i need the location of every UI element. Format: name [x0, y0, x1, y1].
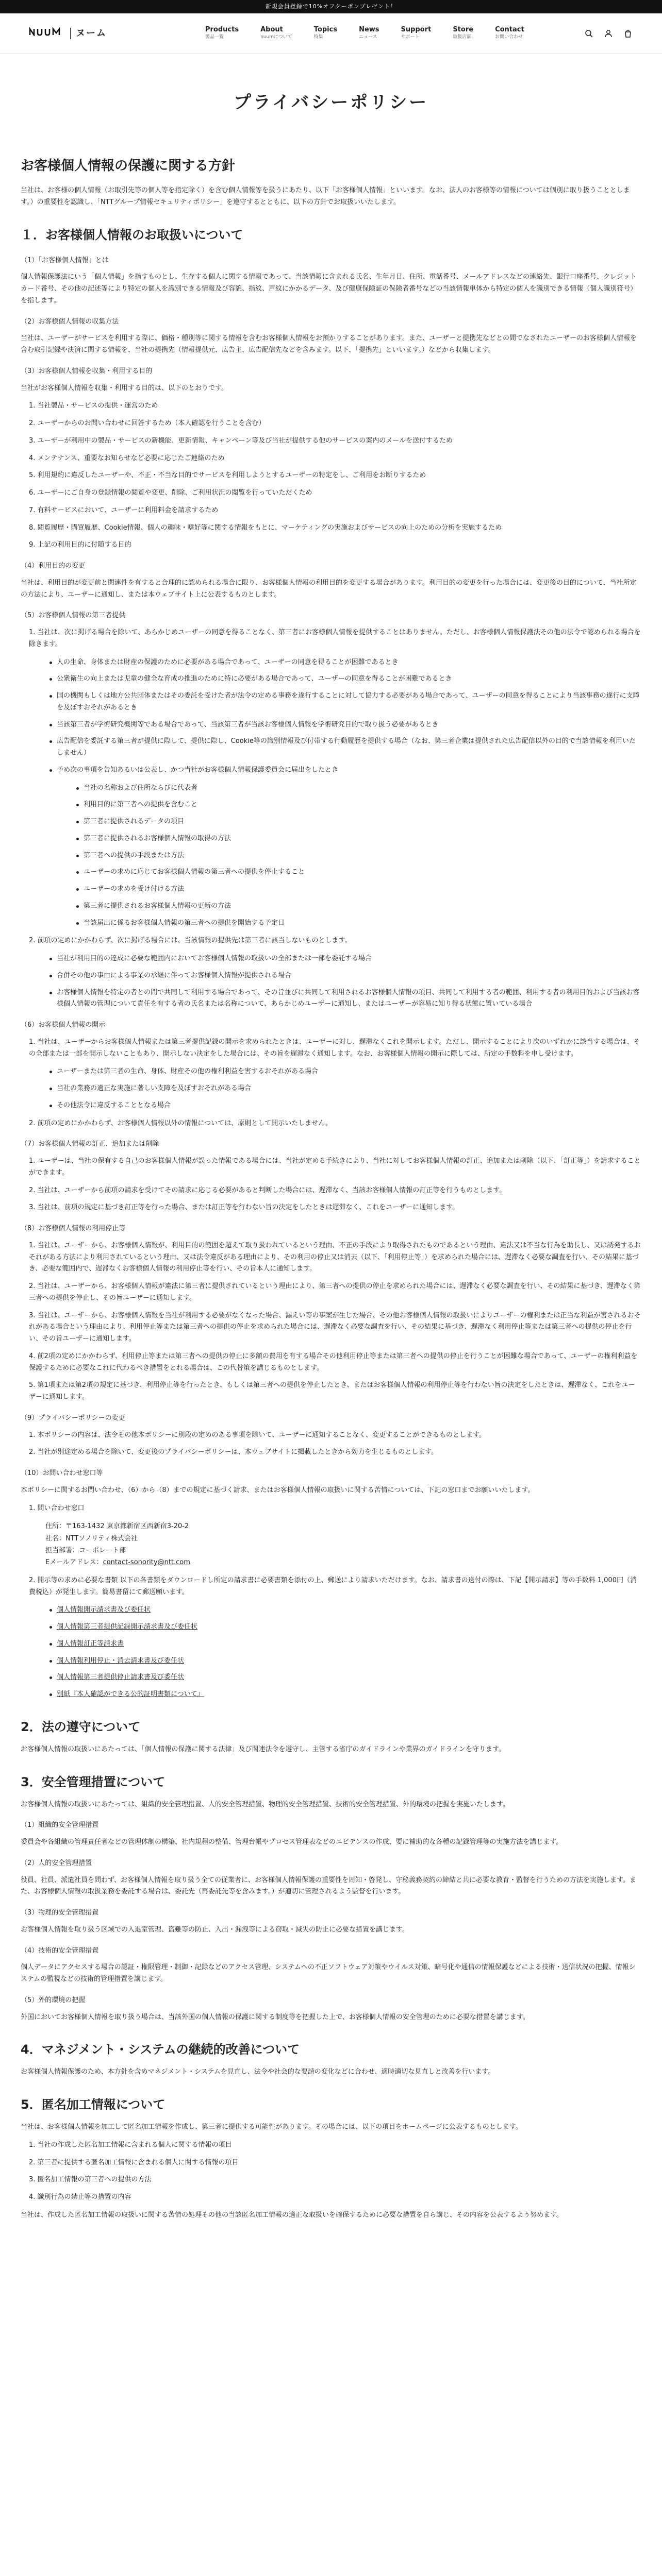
paragraph: お客様個人情報の取扱いにあたっては、「個人情報の保護に関する法律」及び関連法令を遵守し、主管する省庁のガイドラインや業界のガイドラインを守ります。	[21, 1745, 505, 1753]
list-item: その他法令に違反することとなる場合	[49, 1100, 641, 1112]
paragraph: 役員、社員、派遣社員を問わず、お客様個人情報を取り扱う全ての従業者に、お客様個人情報保護の重要性を周知・啓発し、守秘義務契約の締結と共に必要な教育・監督を行うための方法を実施します。また、お客様個人情報の取扱業務を委託する場合は、委託先（再委託先等を含みます。）が適切に管理されるよう監督を行います。	[21, 1876, 636, 1896]
list-item: 2. 当社は、ユーザーから前項の請求を受けてその請求に応じる必要があると判断した場合には、遅滞なく、当該お客様個人情報の訂正等を行うものとします。	[29, 1186, 506, 1194]
section-1-heading: １．お客様個人情報のお取扱いについて	[21, 227, 243, 242]
list-item: 3. ユーザーが利用中の製品・サービスの新機能、更新情報、キャンペーン等及び当社が提供する他のサービスの案内のメールを送付するため	[29, 436, 453, 445]
list-item: 6. ユーザーにご自身の登録情報の閲覧や変更、削除、ご利用状況の閲覧を行っていただくため	[29, 489, 312, 497]
bullet-list	[49, 657, 641, 776]
subsection-1-2: （2）お客様個人情報の収集方法	[21, 317, 119, 326]
subsection-3-1: （1）組織的安全管理措置	[21, 1821, 99, 1829]
list-item: 人の生命、身体または財産の保護のために必要がある場合であって、ユーザーの同意を得ることが困難であるとき	[49, 657, 641, 669]
paragraph: 外国においてお客様個人情報を取り扱う場合は、当該外国の個人情報の保護に関する制度等を把握した上で、お客様個人情報の安全管理のために必要な措置を講じます。	[21, 2013, 529, 2021]
paragraph: 2. 前項の定めにかかわらず、お客様個人情報以外の情報については、原則として開示いたしません。	[29, 1119, 333, 1127]
list-item	[49, 1638, 641, 1650]
list-item: ユーザーまたは第三者の生命、身体、財産その他の権利利益を害するおそれがある場合	[49, 1066, 641, 1078]
list-item: 当社の名称および住所ならびに代表者	[76, 783, 641, 794]
header-icons	[584, 28, 633, 39]
address-line: 担当部署：コーポレート部	[45, 1547, 126, 1555]
form-link[interactable]: 個人情報第三者提供記録開示請求書及び委任状	[57, 1623, 198, 1631]
list-item: 1. 当社は、ユーザーから、お客様個人情報が、利用目的の範囲を超えて取り扱われているという理由、不正の手段により取得されたものであるという理由、違法又は不当な行為を助長し、又は誘発するおそれがある方法により利用されているという理由、又は法令違反がある理由により、その利用の停止又は消去（以下、「利用停止等」）を求められた場合には、遅滞なく必要な調査を行い、その結果に基づき、必要な範囲内で、遅滞なくお客様個人情報の利用停止等を行い、その旨本人に通知します。	[29, 1241, 641, 1273]
list-item: 5. 利用規約に違反したユーザーや、不正・不当な目的でサービスを利用しようとするユーザーの特定をし、ご利用をお断りするため	[29, 471, 426, 480]
list-item: 当社の業務の適正な実施に著しい支障を及ぼすおそれがある場合	[49, 1083, 641, 1095]
address-line: 社名：NTTソノリティ株式会社	[45, 1534, 138, 1543]
list-item: 8. 閲覧履歴・購買履歴、Cookie情報、個人の趣味・嗜好等に関する情報をもとに、マーケティングの実施およびサービスの向上のための分析を実施するため	[29, 523, 502, 532]
paragraph: 当社は、ユーザーがサービスを利用する際に、価格・種別等に関する情報を含むお客様個人情報をお預かりすることがあります。また、ユーザーと提携先などとの間でなされたユーザーのお客様個人情報を含む取引記録や決済に関する情報を、当社の提携先（情報提供元、広告主、広告配信先などを含みます。以下、「提携先」といいます。）などから収集します。	[21, 334, 637, 354]
list-item: 3. 当社は、前項の規定に基づき訂正等を行った場合、または訂正等を行わない旨の決定をしたときは遅滞なく、これをユーザーに通知します。	[29, 1204, 459, 1212]
paragraph: 当社がお客様個人情報を収集・利用する目的は、以下のとおりです。	[21, 384, 228, 392]
list-item: ユーザーの求めを受け付ける方法	[76, 884, 641, 895]
nav-support[interactable]: Support サポート	[401, 26, 432, 40]
bullet-list	[49, 1066, 641, 1111]
logo-divider	[70, 28, 71, 39]
logo-mark-icon	[29, 23, 65, 43]
logo-kana: ヌーム	[76, 27, 107, 39]
section-4-heading: 4．マネジメント・システムの継続的改善について	[21, 2042, 300, 2057]
list-item: 1. 本ポリシーの内容は、法令その他本ポリシーに別段の定めのある事項を除いて、ユーザーに通知することなく、変更することができるものとします。	[29, 1431, 486, 1439]
subsection-3-2: （2）人的安全管理措置	[21, 1859, 92, 1867]
paragraph: 2. 前項の定めにかかわらず、次に掲げる場合には、当該情報の提供先は第三者に該当しないものとします。	[29, 937, 352, 945]
address-line: 住所：〒163-1432 東京都新宿区西新宿3-20-2	[45, 1522, 189, 1531]
form-link[interactable]: 個人情報第三者提供停止請求書及び委任状	[57, 1673, 185, 1682]
bullet-list	[49, 953, 641, 1010]
list-item: 広告配信を委託する第三者が提供に際して、提供に際し、Cookie等の識別情報及び付帯する行動履歴を提供する場合（なお、第三者企業は提供された広告配信以外の目的で当該情報を利用いたしません）	[49, 736, 641, 759]
subsection-3-3: （3）物理的安全管理措置	[21, 1909, 99, 1917]
list-item	[49, 1655, 641, 1667]
numbered-list	[29, 1240, 641, 1403]
list-item: 当該第三者が学術研究機関等である場合であって、当該第三者が当該お客様個人情報を学術研究目的で取り扱う必要があるとき	[49, 719, 641, 731]
main-nav	[205, 26, 584, 41]
list-item: 第三者に提供されるお客様個人情報の取得の方法	[76, 833, 641, 845]
paragraph: 個人データにアクセスする場合の認証・権限管理・制御・記録などのアクセス管理、システムへの不正ソフトウェア対策やウイルス対策、暗号化や通信の情報保護などによる技術・送信状況の把握、情報システムの監視などの技術的管理措置を講じます。	[21, 1963, 636, 1984]
list-item: 2. 当社は、ユーザーから、お客様個人情報が違法に第三者に提供されているという理由により、第三者への提供の停止を求められた場合には、遅滞なく必要な調査を行い、その結果に基づき、遅滞なく第三者への提供を停止し、その旨ユーザーに通知します。	[29, 1282, 641, 1302]
list-item: 2. 当社が別途定める場合を除いて、変更後のプライバシーポリシーは、本ウェブサイトに掲載したときから効力を生じるものとします。	[29, 1448, 438, 1456]
page-title: プライバシーポリシー	[233, 92, 429, 113]
paragraph: 当社は、利用目的が変更前と関連性を有すると合理的に認められる場合に限り、お客様個人情報の利用目的を変更する場合があります。利用目的の変更を行った場合には、変更後の目的について、当社所定の方法により、ユーザーに通知し、または本ウェブサイト上に公表するものとします。	[21, 579, 637, 599]
list-item: 当社が利用目的の達成に必要な範囲内においてお客様個人情報の取扱いの全部または一部を委託する場合	[49, 953, 641, 965]
bullet-sublist	[76, 783, 641, 929]
list-item: 4. 識別行為の禁止等の措置の内容	[29, 2193, 131, 2201]
nav-store[interactable]: Store 取扱店舗	[453, 26, 474, 40]
list-item: 国の機関もしくは地方公共団体またはその委託を受けた者が法令の定める事務を遂行することに対して協力する必要がある場合であって、ユーザーの同意を得ることにより当該事務の遂行に支障を及ぼすおそれがあるとき	[49, 690, 641, 714]
subsection-1-3: （3）お客様個人情報を収集・利用する目的	[21, 367, 153, 375]
subsection-3-5: （5）外的環境の把握	[21, 1996, 86, 2004]
list-item: 利用目的に第三者への提供を含むこと	[76, 799, 641, 811]
paragraph: 1. 問い合わせ窓口	[29, 1504, 85, 1512]
subsection-1-6: （6）お客様個人情報の開示	[21, 1021, 106, 1029]
numbered-list	[29, 1430, 641, 1459]
form-link[interactable]: 別紙『本人確認ができる公的証明書類について』	[57, 1690, 204, 1699]
nav-topics[interactable]: Topics 特集	[313, 26, 338, 40]
list-item: 4. 前2項の定めにかかわらず、利用停止等または第三者への提供の停止に多額の費用を有する場合その他利用停止等または第三者への提供の停止を行うことが困難な場合であって、ユーザーの権利利益を保護するために必要なこれに代わるべき措置をとれる場合は、この代替策を講じるものとします。	[29, 1352, 638, 1372]
subsection-1-7: （7）お客様個人情報の訂正、追加または削除	[21, 1140, 159, 1148]
subsection-3-4: （4）技術的安全管理措置	[21, 1946, 99, 1955]
subsection-1-4: （4）利用目的の変更	[21, 562, 86, 570]
list-item: 3. 匿名加工情報の第三者への提供の方法	[29, 2176, 152, 2184]
policy-heading: お客様個人情報の保護に関する方針	[21, 158, 236, 174]
list-item: 4. メンテナンス、重要なお知らせなど必要に応じたご連絡のため	[29, 454, 225, 462]
list-item: お客様個人情報を特定の者との間で共同して利用する場合であって、その旨並びに共同して利用されるお客様個人情報の項目、共同して利用する者の範囲、利用する者の利用目的および当該お客様個人情報の管理について責任を有する者の氏名または名称について、あらかじめユーザーに通知し、またはユーザーが容易に知り得る状態に置いている場合	[49, 987, 641, 1011]
list-item: 公衆衛生の向上または児童の健全な育成の推進のために特に必要がある場合であって、ユーザーの同意を得ることが困難であるとき	[49, 673, 641, 685]
paragraph: 委員会や各組織の管理責任者などの管理体制の構築、社内規程の整備、管理台帳やプロセス管理表などのエビデンスの作成、要に補助的な各種の記録管理等の実施方法を講じます。	[21, 1838, 563, 1846]
paragraph: 当社は、お客様個人情報を加工して匿名加工情報を作成し、第三者に提供する可能性があります。その場合には、以下の項目をホームページに公表するものとします。	[21, 2123, 522, 2131]
list-item: 2. 第三者に提供する匿名加工情報に含まれる個人に関する情報の項目	[29, 2158, 239, 2166]
contact-address	[45, 1520, 641, 1569]
list-item: 当該届出に係るお客様個人情報の第三者への提供を開始する予定日	[76, 918, 641, 929]
subsection-1-9: （9）プライバシーポリシーの変更	[21, 1414, 125, 1422]
nav-news[interactable]: News ニュース	[359, 26, 379, 40]
paragraph: 1. 当社は、次に掲げる場合を除いて、あらかじめユーザーの同意を得ることなく、第三者にお客様個人情報を提供することはありません。ただし、お客様個人情報保護法その他の法令で認められる場合を除きます。	[29, 629, 641, 648]
paragraph: 本ポリシーに関するお問い合わせ、（6）から（8）までの規定に基づく請求、またはお客様個人情報の取扱いに関する苦情については、下記の窓口までお願いいたします。	[21, 1486, 535, 1494]
list-item	[49, 1689, 641, 1701]
site-header	[0, 13, 662, 54]
section-5-heading: 5．匿名加工情報について	[21, 2097, 166, 2112]
list-item: 3. 当社は、ユーザーから、お客様個人情報を当社が利用する必要がなくなった場合、漏えい等の事案が生じた場合、その他お客様個人情報の取扱いによりユーザーの権利または正当な利益が害されるおそれがある場合という理由により、利用停止等または第三者への提供の停止を求められた場合には、遅滞なく必要な調査を行い、その結果に基づき、遅滞なく利用停止等または第三者への提供の停止を行い、その旨ユーザーに通知します。	[29, 1311, 641, 1343]
list-item: 5. 第1項または第2項の規定に基づき、利用停止等を行ったとき、もしくは第三者への提供を停止したとき、またはお客様個人情報の利用停止等を行わない旨の決定をしたときは、遅滞なく、これをユーザーに通知します。	[29, 1381, 635, 1401]
list-item: 1. ユーザーは、当社の保有する自己のお客様個人情報が誤った情報である場合には、当社が定める手続きにより、当社に対してお客様個人情報の訂正、追加または削除（以下、「訂正等」）を請求することができます。	[29, 1157, 641, 1177]
form-download-list	[49, 1604, 641, 1701]
list-item: ユーザーの求めに応じてお客様個人情報の第三者への提供を停止すること	[76, 867, 641, 878]
paragraph: 個人情報保護法にいう「個人情報」を指すものとし、生存する個人に関する情報であって、当該情報に含まれる氏名、生年月日、住所、電話番号、メールアドレスなどの連絡先、銀行口座番号、クレジットカード番号、その他の記述等により特定の個人を識別できる情報及び容貌、指紋、声紋にかかるデータ、及び健康保険証の保険者番号などの当該情報単体から特定の個人を識別できる情報（個人識別符号）を指します。	[21, 273, 637, 304]
purpose-list	[29, 400, 641, 551]
form-link[interactable]: 個人情報開示請求書及び委任状	[57, 1606, 151, 1614]
list-item: 7. 有料サービスにおいて、ユーザーに利用料金を請求するため	[29, 506, 219, 514]
list-item: 予め次の事項を告知あるいは公表し、かつ当社がお客様個人情報保護委員会に届出をしたとき	[49, 765, 641, 776]
main-content	[21, 54, 641, 2222]
numbered-list	[29, 1156, 641, 1214]
numbered-list	[29, 2140, 641, 2204]
list-item: 1. 当社製品・サービスの提供・運営のため	[29, 402, 158, 410]
address-line: Eメールアドレス：contact-sonority@ntt.com	[45, 1558, 190, 1567]
paragraph: お客様個人情報保護のため、本方針を含めマネジメント・システムを見直し、法令や社会的な要請の変化などに合わせ、適時適切な見直しと改善を行います。	[21, 2068, 495, 2076]
section-3-heading: 3．安全管理措置について	[21, 1774, 166, 1789]
list-item: 第三者に提供されるデータの項目	[76, 816, 641, 828]
list-item	[49, 1672, 641, 1684]
promo-banner[interactable]: 新規会員登録で10%オフクーポンプレゼント！	[0, 0, 662, 13]
nav-products[interactable]: Products 製品一覧	[205, 26, 239, 40]
email-link[interactable]: contact-sonority@ntt.com	[103, 1558, 190, 1567]
subsection-1-5: （5）お客様個人情報の第三者提供	[21, 612, 126, 620]
list-item: 1. 当社の作成した匿名加工情報に含まれる個人に関する情報の項目	[29, 2141, 232, 2149]
list-item: 合併その他の事由による事業の承継に伴ってお客様個人情報が提供される場合	[49, 970, 641, 982]
subsection-1-8: （8）お客様個人情報の利用停止等	[21, 1225, 126, 1232]
paragraph: お客様個人情報を取り扱う区域での入退室管理、盗難等の防止、入出・漏洩等による窃取・減失の防止に必要な措置を講じます。	[21, 1925, 409, 1934]
list-item	[49, 1604, 641, 1616]
user-icon[interactable]	[603, 28, 614, 39]
paragraph: 1. 当社は、ユーザーからお客様個人情報または第三者提供記録の開示を求められたときは、ユーザーに対し、遅滞なくこれを開示します。ただし、開示することにより次のいずれかに該当する場合は、その全部または一部を開示しないこともあり、開示しない決定をした場合には、その旨を遅滞なく通知します。なお、お客様個人情報の開示に際しては、所定の手数料を申し受けます。	[29, 1038, 640, 1058]
logo[interactable]	[29, 23, 184, 43]
form-link[interactable]: 個人情報訂正等請求書	[57, 1639, 124, 1648]
list-item: 第三者に提供されるお客様個人情報の更新の方法	[76, 901, 641, 912]
subsection-1-10: （10）お問い合わせ窓口等	[21, 1469, 103, 1477]
paragraph: お客様個人情報の取扱いにあたっては、組織的安全管理措置、人的安全管理措置、物理的安全管理措置、技術的安全管理措置、外的環境の把握を実施いたします。	[21, 1800, 509, 1808]
form-link[interactable]: 個人情報利用停止・消去請求書及び委任状	[57, 1656, 185, 1665]
subsection-1-1: （1）「お客様個人情報」とは	[21, 256, 109, 264]
nav-about[interactable]: About nuumについて	[260, 26, 292, 40]
paragraph: 当社は、作成した匿名加工情報の取扱いに関する苦情の処理その他の当該匿名加工情報の適正な取扱いを確保するために必要な措置を自ら講じ、その内容を公表するよう努めます。	[21, 2211, 563, 2219]
list-item: 2. ユーザーからのお問い合わせに回答するため（本人確認を行うことを含む）	[29, 419, 266, 427]
policy-intro: 当社は、お客様の個人情報（お取引先等の個人等を指定除く）を含む個人情報等を扱うにあたり、以下「お客様個人情報」といいます。なお、法人のお客様等の情報については個別に取り扱うこととします。）の重要性を認識し、「NTTグループ情報セキュリティポリシー」を遵守するとともに、以下の方針でお取扱いいたします。	[21, 187, 630, 206]
list-item	[49, 1621, 641, 1633]
cart-icon[interactable]	[623, 28, 633, 39]
list-item: 第三者への提供の手段または方法	[76, 850, 641, 862]
search-icon[interactable]	[584, 28, 594, 39]
nav-contact[interactable]: Contact お問い合わせ	[495, 26, 524, 40]
list-item: 9. 上記の利用目的に付随する目的	[29, 541, 131, 549]
section-2-heading: 2．法の遵守について	[21, 1719, 141, 1734]
paragraph: 2. 開示等の求めに必要な書類 以下の各書類をダウンロードし所定の請求書に必要書類を添付の上、郵送により請求いただけます。なお、請求書の送付の際は、下記【開示請求】等の手数料 1,000円（消費税込）が発生します。簡易書留にて郵送願います。	[29, 1576, 637, 1596]
